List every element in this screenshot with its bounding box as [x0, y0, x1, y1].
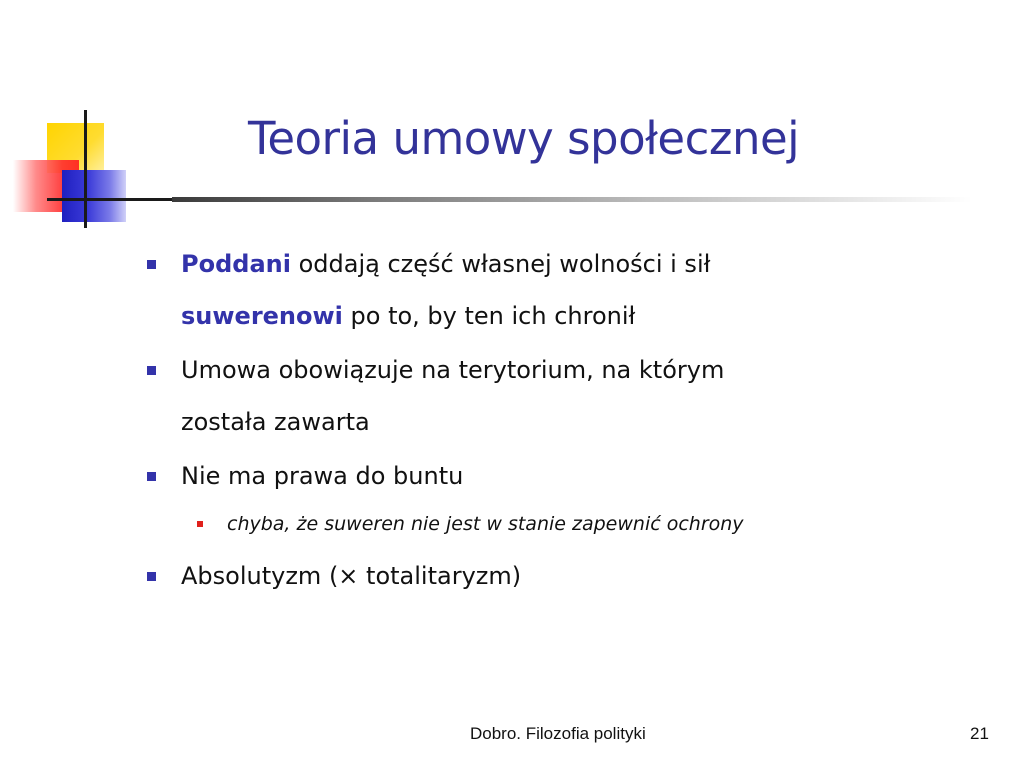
bullet-line: Umowa obowiązuje na terytorium, na którym — [181, 356, 725, 384]
highlight-suwerenowi: suwerenowi — [181, 302, 343, 330]
bullet-marker — [147, 366, 156, 375]
sub-bullet-text: chyba, że suweren nie jest w stanie zapewnić ochrony — [227, 513, 744, 535]
bullet-line: Nie ma prawa do buntu — [181, 462, 464, 490]
sub-bullet-item — [143, 502, 903, 546]
bullet-line: Absolutyzm (× totalitaryzm) — [181, 562, 522, 590]
bullet-item — [143, 238, 903, 342]
bullet-marker — [147, 260, 156, 269]
highlight-poddani: Poddani — [181, 250, 291, 278]
logo-vertical-line — [84, 110, 87, 228]
logo-horizontal-line — [47, 198, 177, 201]
bullet-item — [143, 344, 903, 448]
bullet-list — [143, 238, 903, 602]
footer-text: Dobro. Filozofia polityki — [470, 724, 646, 743]
bullet-marker — [147, 572, 156, 581]
title-underline — [172, 197, 972, 202]
bullet-text: oddają część własnej wolności i sił — [290, 250, 711, 278]
sub-bullet-marker — [197, 521, 203, 527]
bullet-item — [143, 550, 903, 602]
slide-title: Teoria umowy społecznej — [248, 112, 800, 165]
bullet-line — [181, 290, 903, 342]
bullet-line: została zawarta — [181, 408, 370, 436]
bullet-text: po to, by ten ich chronił — [342, 302, 636, 330]
bullet-line — [181, 238, 903, 290]
page-number: 21 — [970, 724, 989, 743]
bullet-item — [143, 450, 903, 502]
logo-blue-square — [62, 170, 126, 222]
bullet-marker — [147, 472, 156, 481]
